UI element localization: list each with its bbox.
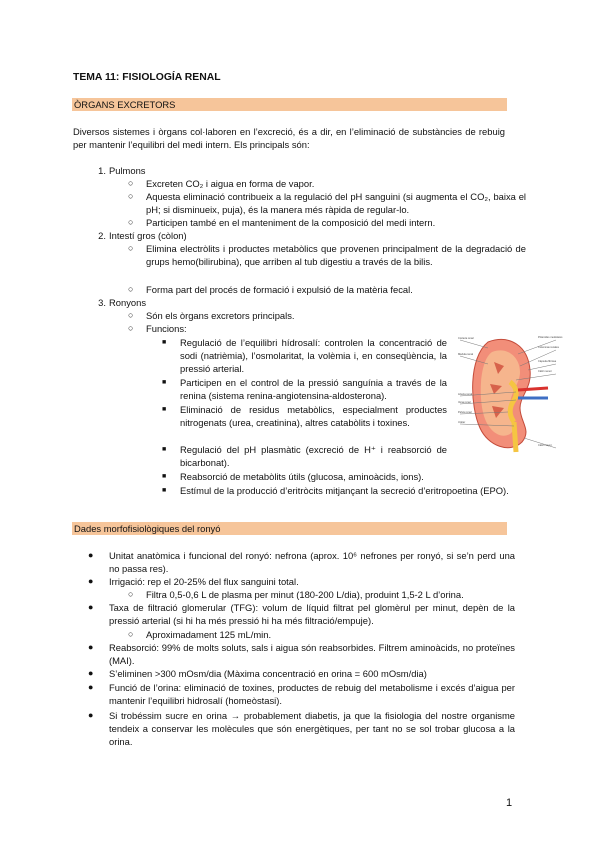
section-heading-bar [72,98,507,111]
kidney-diagram [458,330,563,454]
figure-label-left: Médula renal [458,353,473,356]
figure-label-left: Arteria renal [458,393,473,396]
section-heading: Dades morfofisiològiques del ronyó [74,523,221,534]
intro-paragraph: Diversos sistemes i òrgans col·laboren en l’excreció, és a dir, en l’eliminació de substàncies de rebuig per mantenir l’equilibri del medi intern. Els principals són: [73,126,505,151]
document-page: TEMA 11: FISIOLOGÍA RENAL ÒRGANS EXCRETORS Diversos sistemes i òrgans col·laboren en l’excreció, és a dir, en l’eliminació de substàncies de rebuig per mantenir l’equilibri del medi intern. Els principals són: 1. Pulmons ○ Excreten CO₂ i aigua en forma de vapor. ○ Aquesta eliminació contribueix a la regulació del pH sanguini (si augmenta el CO₂, baixa el pH; si disminueix, puja), és la manera més ràpida de regular-lo. ○ Participen també en el manteniment de la composició del medi intern. 2. Intestí gros (còlon) ○ Elimina electròlits i productes metabòlics que provenen principalment de la degradació de grups hemo(bilirubina), que arriben al tub digestiu a través de la bilis. ○ Forma part del procés de formació i expulsió de la matèria fecal. 3. Ronyons ○ Són els òrgans excretors principals. ○ Funcions: ■ Regulació de l’equilibri hídrosalí: controlen la concentració de sodi (natrièmia), l’osmolaritat, la volèmia i, en conseqüència, la pressió arterial. ■ Participen en el control de la pressió sanguínia a través de la renina (sistema renina-angiotensina-aldosterona). ■ Eliminació de residus metabòlics, especialment productes nitrogenats (urea, creatinina), altres catabòlits i toxines. ■ Regulació del pH plasmàtic (excreció de H⁺ i reabsorció de bicarbonat). ■ Reabsorció de metabòlits útils (glucosa, aminoàcids, ions). ■ Estímul de la producció d’eritròcits mitjançant la secreció d’eritropoetina (EPO). Corteza renal Médula renal Arteria renal Vena renal Pelvis renal Uréter Pirámides medulares Columnas renales Cápsula fibrosa Cáliz menor Cáliz mayor Dades morfofisiològiques del ronyó ● Unitat anatòmica i funcional del ronyó: nefrona (aprox. 10⁶ nefrones per ronyó, si se’n perd una no passa res). ● Irrigació: rep el 20-25% del flux sanguini total. ○ Filtra 0,5-0,6 L de plasma per minut (180-200 L/dia), produint 1,5-2 L d’orina. ● Taxa de filtració glomerular (TFG): volum de líquid filtrat pel glomèrul per minut, depèn de la pressió arterial (si hi ha més pressió hi ha més filtració/empuje). ○ Aproximadament 125 mL/min. ● Reabsorció: 99% de molts soluts, sals i aigua són reabsorbides. Filtrem aminoàcids, no proteïnes (MAI). ● S’eliminen >300 mOsm/dia (Màxima concentració en orina = 600 mOsm/dia) ● Funció de l’orina: eliminació de toxines, productes de rebuig del metabolisme i excés d’aigua per mantenir l’equilibri hidrosalí (homeòstasi). ● Si trobéssim sucre en orina → probablement diabetis, ja que la fisiologia del nostre organisme tendeix a conservar les molècules que són energètiques, per tant no se sol trobar glucosa a la orina. 1 [73,72,563,809]
figure-label-right: Pirámides medulares [538,336,563,339]
page-title: TEMA 11: FISIOLOGÍA RENAL [73,72,221,83]
section-heading-bar [72,522,507,535]
figure-label-right: Cáliz menor [538,370,552,373]
figure-label-left: Vena renal [458,401,471,404]
figure-label-left: Corteza renal [458,337,474,340]
figure-label-left: Uréter [458,421,466,424]
figure-label-left: Pelvis renal [458,411,472,414]
figure-label-right: Cápsula fibrosa [538,360,557,363]
page-number: 1 [506,797,513,809]
section-heading: ÒRGANS EXCRETORS [74,99,176,110]
kidney-illustration [458,330,563,454]
figure-label-right: Cáliz mayor [538,444,552,447]
figure-label-right: Columnas renales [538,346,559,349]
